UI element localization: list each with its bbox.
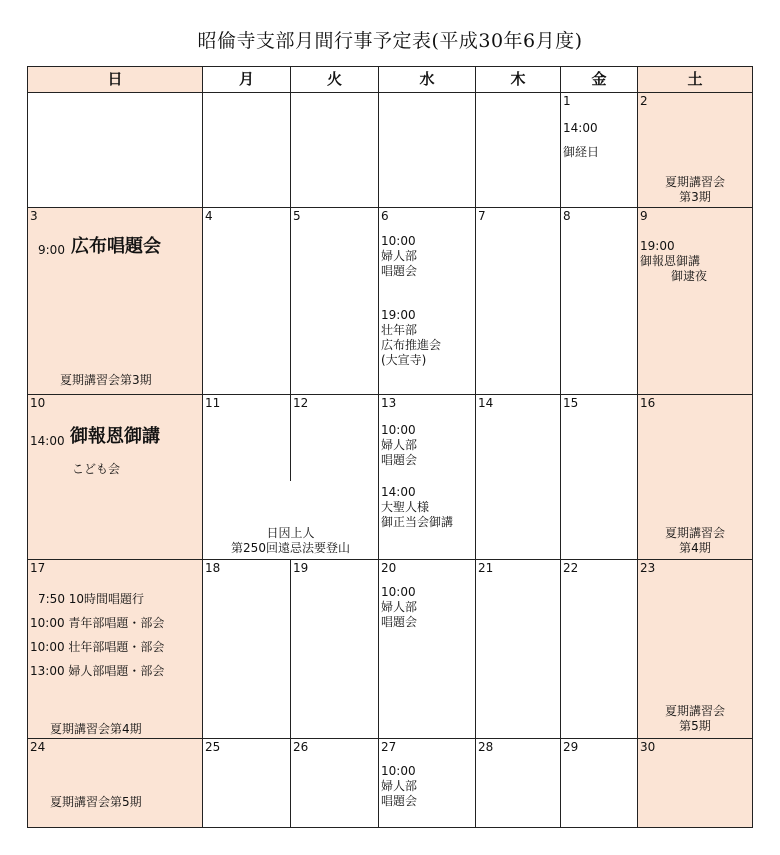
day-number: 29 [563,740,579,754]
event-line: 壮年部 [381,323,418,337]
event-line: 日因上人 [266,526,315,540]
day-number: 20 [381,561,397,575]
note-line: 夏期講習会第4期 [50,722,142,736]
day-number: 10 [30,396,46,410]
event-line: 13:00 婦人部唱題・部会 [30,664,165,678]
cell-day-22 [560,559,638,739]
cell-day-13 [378,394,476,560]
cell-day-6 [378,207,476,395]
day-number: 15 [563,396,579,410]
cell-day-14 [475,394,561,560]
day-number: 19 [293,561,309,575]
event-line: 10:00 壮年部唱題・部会 [30,640,165,654]
cell-day-23 [637,559,753,739]
event-label: 御経日 [563,145,600,159]
event-line: 10:00 青年部唱題・部会 [30,616,165,630]
event-line: 唱題会 [381,615,418,629]
event-label: 広布唱題会 [71,236,161,257]
event-line: 唱題会 [381,453,418,467]
day-number: 11 [205,396,221,410]
event-time: 14:00 [563,121,598,135]
cell-day-27 [378,738,476,828]
day-number: 13 [381,396,397,410]
cell-day-1 [560,92,638,208]
event-time: 19:00 [381,308,416,322]
day-number: 12 [293,396,309,410]
day-number: 9 [640,209,648,223]
event-line: 御逮夜 [671,269,708,283]
header-tue: 火 [290,66,379,93]
header-sat: 土 [637,66,753,93]
event-time: 14:00 [381,485,416,499]
event-time: 10:00 [381,423,416,437]
day-number: 18 [205,561,221,575]
event-time: 10:00 [381,234,416,248]
page-title: 昭倫寺支部月間行事予定表(平成30年6月度) [197,30,583,52]
day-number: 7 [478,209,486,223]
header-wed: 水 [378,66,476,93]
event-time: 9:00 [38,243,65,257]
cell-day-17 [27,559,203,739]
event-line: 婦人部 [381,600,418,614]
event-line: こども会 [72,462,121,476]
day-number: 2 [640,94,648,108]
cell-day-11-12 [202,394,379,560]
cell-day-4 [202,207,291,395]
day-number: 17 [30,561,46,575]
event-line: 大聖人様 [381,500,430,514]
note-line: 第3期 [679,190,711,204]
cell-empty [475,92,561,208]
day-number: 1 [563,94,571,108]
day-number: 26 [293,740,309,754]
day-number: 23 [640,561,656,575]
header-sun: 日 [27,66,203,93]
cell-day-29 [560,738,638,828]
partial-divider [290,395,291,481]
cell-day-2 [637,92,753,208]
day-number: 8 [563,209,571,223]
cell-empty [202,92,291,208]
cell-day-18 [202,559,291,739]
cell-day-24 [27,738,203,828]
header-mon: 月 [202,66,291,93]
note-line: 夏期講習会第5期 [50,795,142,809]
day-number: 16 [640,396,656,410]
event-line: 婦人部 [381,779,418,793]
cell-day-21 [475,559,561,739]
cell-day-9 [637,207,753,395]
cell-day-7 [475,207,561,395]
cell-day-28 [475,738,561,828]
day-number: 5 [293,209,301,223]
event-line: 第250回遠忌法要登山 [231,541,350,555]
event-line: (大宣寺) [381,353,427,367]
cell-day-16 [637,394,753,560]
note-line: 第4期 [679,541,711,555]
day-number: 27 [381,740,397,754]
cell-day-19 [290,559,379,739]
note-line: 第5期 [679,719,711,733]
event-line: 唱題会 [381,264,418,278]
note-line: 夏期講習会 [664,175,725,189]
cell-day-26 [290,738,379,828]
event-line: 婦人部 [381,249,418,263]
day-number: 4 [205,209,213,223]
day-number: 28 [478,740,494,754]
day-number: 30 [640,740,656,754]
day-number: 21 [478,561,494,575]
event-line: 広布推進会 [381,338,442,352]
event-label: 御報恩御講 [70,426,160,447]
event-time: 19:00 [640,239,675,253]
note-line: 夏期講習会 [664,704,725,718]
cell-empty [290,92,379,208]
cell-day-5 [290,207,379,395]
header-fri: 金 [560,66,638,93]
event-time: 14:00 [30,434,65,448]
note-line: 夏期講習会第3期 [60,373,152,387]
event-line: 御正当会御講 [381,515,454,529]
day-number: 22 [563,561,579,575]
event-line: 7:50 10時間唱題行 [38,592,145,606]
cell-empty [27,92,203,208]
day-number: 3 [30,209,38,223]
day-number: 24 [30,740,46,754]
cell-day-20 [378,559,476,739]
calendar-table [27,66,753,828]
event-time: 10:00 [381,585,416,599]
day-number: 6 [381,209,389,223]
note-line: 夏期講習会 [664,526,725,540]
event-line: 唱題会 [381,794,418,808]
event-line: 御報恩御講 [640,254,701,268]
day-number: 14 [478,396,494,410]
day-number: 25 [205,740,221,754]
cell-day-3 [27,207,203,395]
cell-day-30 [637,738,753,828]
header-thu: 木 [475,66,561,93]
cell-day-8 [560,207,638,395]
cell-day-25 [202,738,291,828]
cell-day-10 [27,394,203,560]
event-time: 10:00 [381,764,416,778]
cell-day-15 [560,394,638,560]
cell-empty [378,92,476,208]
event-line: 婦人部 [381,438,418,452]
